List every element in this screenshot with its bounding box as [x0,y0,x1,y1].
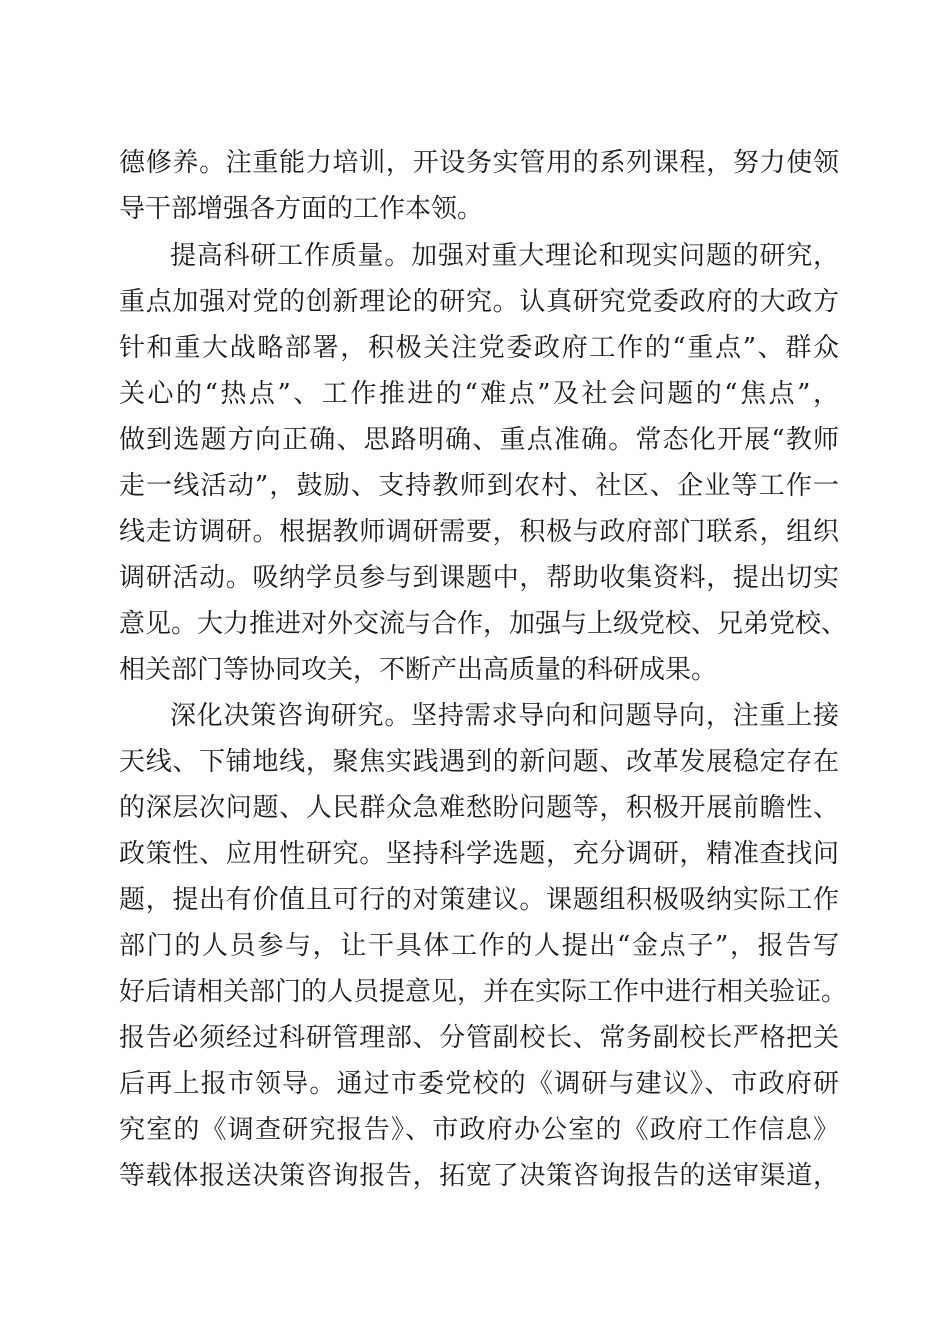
text-line: 重点加强对党的创新理论的研究。认真研究党委政府的大政方 [119,287,839,317]
text-line: 走一线活动”，鼓励、支持教师到农村、社区、企业等工作一 [119,471,839,501]
text-line: 调研活动。吸纳学员参与到课题中，帮助收集资料，提出切实 [119,563,839,593]
text-line: 关心的“热点”、工作推进的“难点”及社会问题的“焦点”， [119,379,839,409]
text-line: 政策性、应用性研究。坚持科学选题，充分调研，精准查找问 [119,839,839,869]
text-line: 意见。大力推进对外交流与合作，加强与上级党校、兄弟党校、 [119,609,848,639]
text-line: 的深层次问题、人民群众急难愁盼问题等，积极开展前瞻性、 [119,793,839,823]
text-line: 题，提出有价值且可行的对策建议。课题组积极吸纳实际工作 [119,885,839,915]
text-line: 后再上报市领导。通过市委党校的《调研与建议》、市政府研 [119,1069,839,1099]
text-line: 等载体报送决策咨询报告，拓宽了决策咨询报告的送审渠道， [119,1161,839,1191]
text-line: 究室的《调查研究报告》、市政府办公室的《政府工作信息》 [119,1115,839,1145]
paragraph-heading-line: 提高科研工作质量。加强对重大理论和现实问题的研究， [170,241,839,271]
text-line: 线走访调研。根据教师调研需要，积极与政府部门联系，组织 [119,517,839,547]
text-line: 天线、下铺地线，聚焦实践遇到的新问题、改革发展稳定存在 [119,747,839,777]
text-line: 相关部门等协同攻关，不断产出高质量的科研成果。 [119,655,718,685]
text-line: 做到选题方向正确、思路明确、重点准确。常态化开展“教师 [119,425,839,455]
text-line: 德修养。注重能力培训，开设务实管用的系列课程，努力使领 [119,148,839,178]
paragraph-heading-line: 深化决策咨询研究。坚持需求导向和问题导向，注重上接 [170,701,839,731]
text-line: 好后请相关部门的人员提意见，并在实际工作中进行相关验证。 [119,977,848,1007]
text-line: 导干部增强各方面的工作本领。 [119,194,484,224]
text-line: 报告必须经过科研管理部、分管副校长、常务副校长严格把关 [119,1023,839,1053]
text-line: 针和重大战略部署，积极关注党委政府工作的“重点”、群众 [119,333,839,363]
text-line: 部门的人员参与，让干具体工作的人提出“金点子”，报告写 [119,931,839,961]
